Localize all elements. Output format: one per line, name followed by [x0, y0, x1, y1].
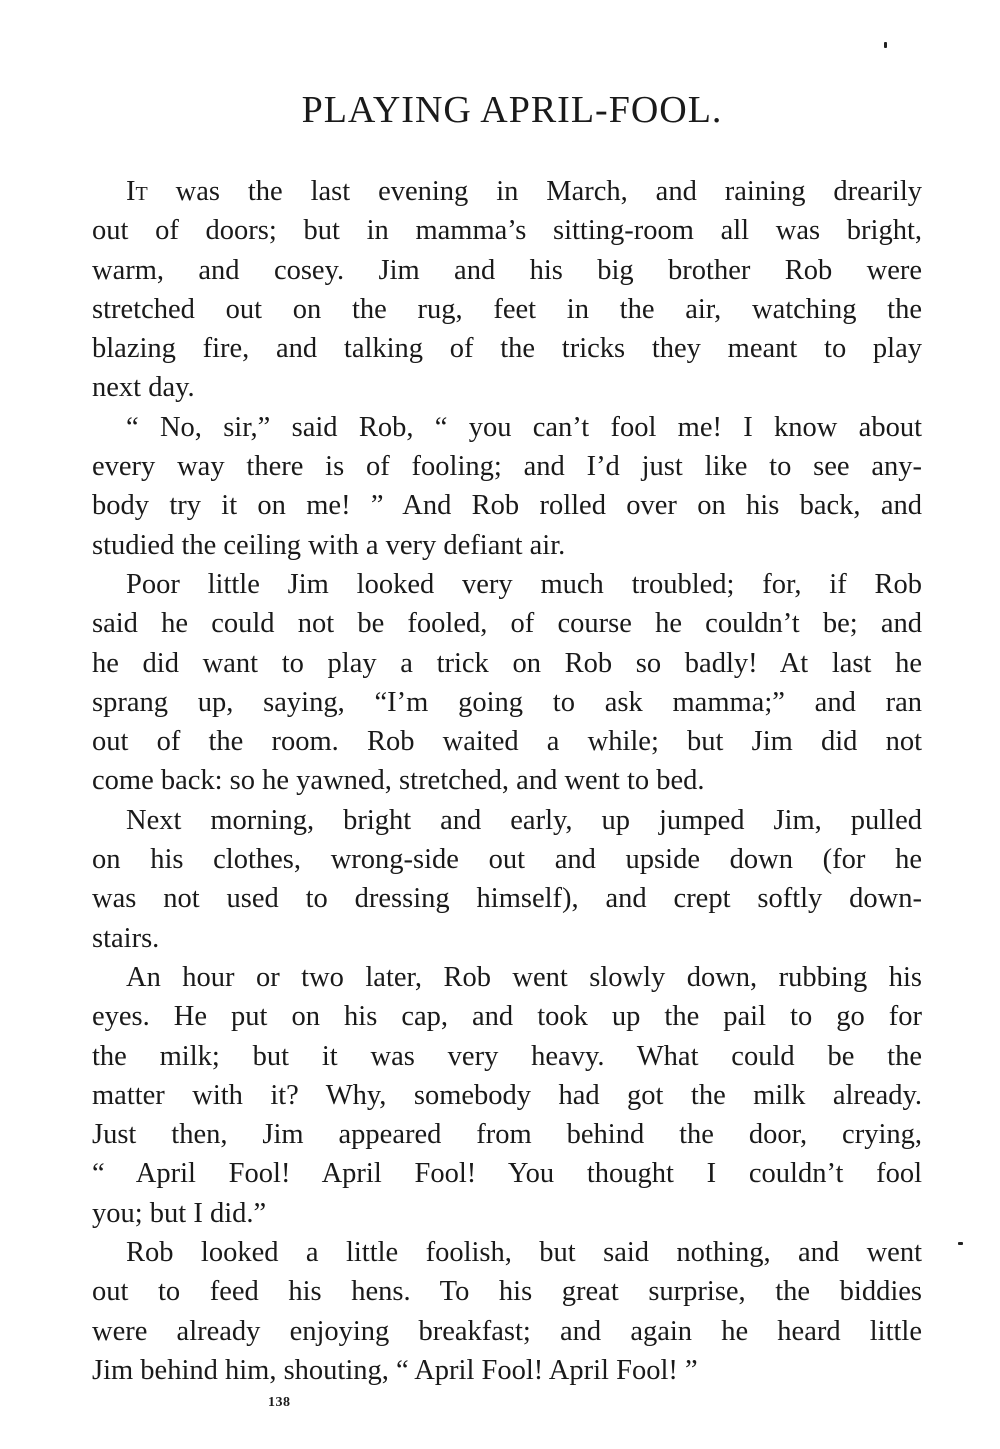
text-line: stretched out on the rug, feet in the air, watching the: [92, 293, 922, 325]
text-line: studied the ceiling with a very defiant air.: [92, 529, 566, 561]
text-line: An hour or two later, Rob went slowly down, rubbing his: [126, 961, 922, 993]
text-line: Rob looked a little foolish, but said nothing, and went: [126, 1237, 922, 1269]
text-line: body try it on me! ” And Rob rolled over on his back, and: [92, 490, 922, 522]
text-line: out of doors; but in mamma’s sitting-room all was bright,: [92, 215, 922, 247]
text-line: next day.: [92, 372, 195, 404]
print-speck: [958, 1242, 963, 1245]
opening-small-caps-word: It: [126, 176, 148, 207]
text-line: were already enjoying breakfast; and again he heard little: [92, 1315, 922, 1347]
text-line: warm, and cosey. Jim and his big brother Rob were: [92, 254, 922, 286]
text-line: come back: so he yawned, stretched, and went to bed.: [92, 765, 705, 797]
text-line: “ April Fool! April Fool! You thought I couldn’t fool: [92, 1158, 922, 1190]
text-line-rest: was the last evening in March, and raining drearily: [147, 176, 922, 207]
text-line: “ No, sir,” said Rob, “ you can’t fool me! I know about: [126, 411, 922, 443]
text-line: Poor little Jim looked very much troubled; for, if Rob: [126, 568, 922, 600]
text-line: was not used to dressing himself), and crept softly down-: [92, 883, 922, 915]
text-line: the milk; but it was very heavy. What could be the: [92, 1040, 922, 1072]
print-speck: [884, 42, 887, 48]
chapter-title: PLAYING APRIL-FOOL.: [301, 89, 723, 131]
text-line: eyes. He put on his cap, and took up the pail to go for: [92, 1001, 922, 1033]
story-text: [92, 172, 922, 1390]
text-line: on his clothes, wrong-side out and upside down (for he: [92, 844, 922, 876]
text-line: out of the room. Rob waited a while; but Jim did not: [92, 726, 922, 758]
text-line: matter with it? Why, somebody had got the milk already.: [92, 1079, 922, 1111]
text-line: every way there is of fooling; and I’d just like to see any-: [92, 451, 922, 483]
text-line: blazing fire, and talking of the tricks they meant to play: [92, 333, 922, 365]
text-line: Next morning, bright and early, up jumped Jim, pulled: [126, 804, 922, 836]
text-line: Just then, Jim appeared from behind the door, crying,: [92, 1119, 922, 1151]
text-line: Jim behind him, shouting, “ April Fool! April Fool! ”: [92, 1354, 698, 1386]
text-line: he did want to play a trick on Rob so badly! At last he: [92, 647, 922, 679]
text-line: stairs.: [92, 922, 160, 954]
text-line: sprang up, saying, “I’m going to ask mamma;” and ran: [92, 686, 922, 718]
text-line: you; but I did.”: [92, 1197, 267, 1229]
text-line: said he could not be fooled, of course he couldn’t be; and: [92, 608, 922, 640]
text-line: [92, 172, 922, 211]
page-number: 138: [268, 1395, 291, 1410]
text-line: out to feed his hens. To his great surprise, the biddies: [92, 1276, 922, 1308]
